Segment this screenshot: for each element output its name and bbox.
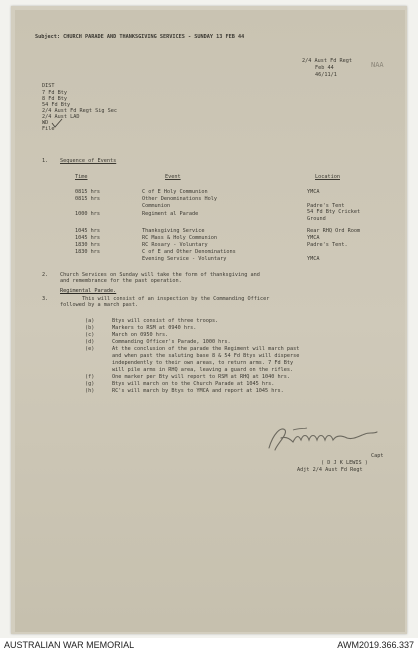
item-text: RC's will march by Btys to YMCA and report at 1045 hrs. xyxy=(112,388,284,394)
event-name: Thanksgiving Service xyxy=(142,228,205,234)
dist-item: 8 Fd Bty xyxy=(42,96,67,102)
event-time: 0815 hrs xyxy=(75,196,100,202)
column-header-event: Event xyxy=(165,174,181,180)
event-name: Communion xyxy=(142,203,171,209)
item-label: (f) xyxy=(85,374,95,380)
column-header-location: Location xyxy=(315,174,340,180)
event-location: 54 Fd Bty Cricket xyxy=(307,209,361,215)
event-name: Other Denominations Holy xyxy=(142,196,217,202)
event-time: 1045 hrs xyxy=(75,228,100,234)
item-label: (b) xyxy=(85,325,95,331)
event-name: Evening Service - Voluntary xyxy=(142,256,227,262)
item-label: (c) xyxy=(85,332,95,338)
document-sheet xyxy=(11,6,407,634)
ref-number: 46/11/1 xyxy=(315,72,337,78)
tick-mark-icon xyxy=(51,118,63,128)
item-text: will pile arms in RHQ area, leaving a guard on the rifles. xyxy=(112,367,294,373)
subject-line: Subject: CHURCH PARADE AND THANKSGIVING SERVICES - SUNDAY 13 FEB 44 xyxy=(35,34,245,40)
paragraph-line: Church Services on Sunday will take the form of thanksgiving and xyxy=(60,272,260,278)
dist-item: 2/4 Aust Fd Regt Sig Sec xyxy=(42,108,117,114)
footer-institution: AUSTRALIAN WAR MEMORIAL xyxy=(4,640,135,650)
section-number: 3. xyxy=(42,296,49,302)
margin-note: NAA xyxy=(371,61,384,69)
event-time: 1045 hrs xyxy=(75,235,100,241)
event-name: RC Mass & Holy Communion xyxy=(142,235,217,241)
item-text: and when past the saluting base 8 & 54 Fd Btys will disperse xyxy=(112,353,300,359)
ref-date: Feb 44 xyxy=(315,65,334,71)
item-text: Commanding Officer's Parade, 1000 hrs. xyxy=(112,339,231,345)
event-time: 1830 hrs xyxy=(75,242,100,248)
section-title: Sequence of Events xyxy=(60,158,117,164)
signatory-rank: Capt xyxy=(371,453,384,459)
dist-item: 7 Fd Bty xyxy=(42,90,67,96)
dist-item: File xyxy=(42,126,55,132)
event-name: C of E Holy Communion xyxy=(142,189,208,195)
item-label: (d) xyxy=(85,339,95,345)
event-location: Ground xyxy=(307,216,326,222)
event-location: YMCA xyxy=(307,235,320,241)
paragraph-line: followed by a march past. xyxy=(60,302,139,308)
section-number: 1. xyxy=(42,158,49,164)
dist-label: DIST xyxy=(42,83,55,89)
event-location: YMCA xyxy=(307,256,320,262)
item-text: Markers to RSM at 0940 hrs. xyxy=(112,325,197,331)
event-location: Padre's Tent. xyxy=(307,242,348,248)
event-name: C of E and Other Denominations xyxy=(142,249,236,255)
event-time: 0815 hrs xyxy=(75,189,100,195)
event-name: Regiment al Parade xyxy=(142,211,199,217)
ref-unit: 2/4 Aust Fd Regt xyxy=(302,58,352,64)
item-text: One marker per Bty will report to RSM at RHQ at 1040 hrs. xyxy=(112,374,291,380)
document-body xyxy=(15,10,405,632)
item-text: Btys will consist of three troops. xyxy=(112,318,219,324)
event-name: RC Rosary - Voluntary xyxy=(142,242,208,248)
column-header-time: Time xyxy=(75,174,88,180)
item-text: At the conclusion of the parade the Regiment will march past xyxy=(112,346,300,352)
dist-item: WD xyxy=(42,120,49,126)
event-time: 1830 hrs xyxy=(75,249,100,255)
section-number: 2. xyxy=(42,272,49,278)
item-label: (g) xyxy=(85,381,95,387)
section-heading: Regimental Parade. xyxy=(60,288,117,294)
event-location: Rear RHQ Ord Room xyxy=(307,228,361,234)
footer-bar xyxy=(0,638,418,653)
dist-item: 54 Fd Bty xyxy=(42,102,71,108)
signatory-name: ( D J K LEWIS ) xyxy=(321,460,368,466)
paragraph-line: This will consist of an inspection by the Commanding Officer xyxy=(82,296,270,302)
item-text: Btys will march on to the Church Parade at 1045 hrs. xyxy=(112,381,275,387)
item-text: independently to their own areas, to return arms. 7 Fd Bty xyxy=(112,360,294,366)
event-location: Padre's Tent xyxy=(307,203,345,209)
item-label: (h) xyxy=(85,388,95,394)
signatory-appointment: Adjt 2/4 Aust Fd Regt xyxy=(297,467,363,473)
item-text: March on 0950 hrs. xyxy=(112,332,169,338)
dist-item: 2/4 Aust LAD xyxy=(42,114,80,120)
event-time: 1000 hrs xyxy=(75,211,100,217)
footer-accession: AWM2019.366.337 xyxy=(337,640,414,650)
paragraph-line: and remembrance for the past operation. xyxy=(60,278,182,284)
item-label: (e) xyxy=(85,346,95,352)
handwritten-signature xyxy=(263,420,393,456)
paper xyxy=(15,10,405,632)
item-label: (a) xyxy=(85,318,95,324)
event-location: YMCA xyxy=(307,189,320,195)
